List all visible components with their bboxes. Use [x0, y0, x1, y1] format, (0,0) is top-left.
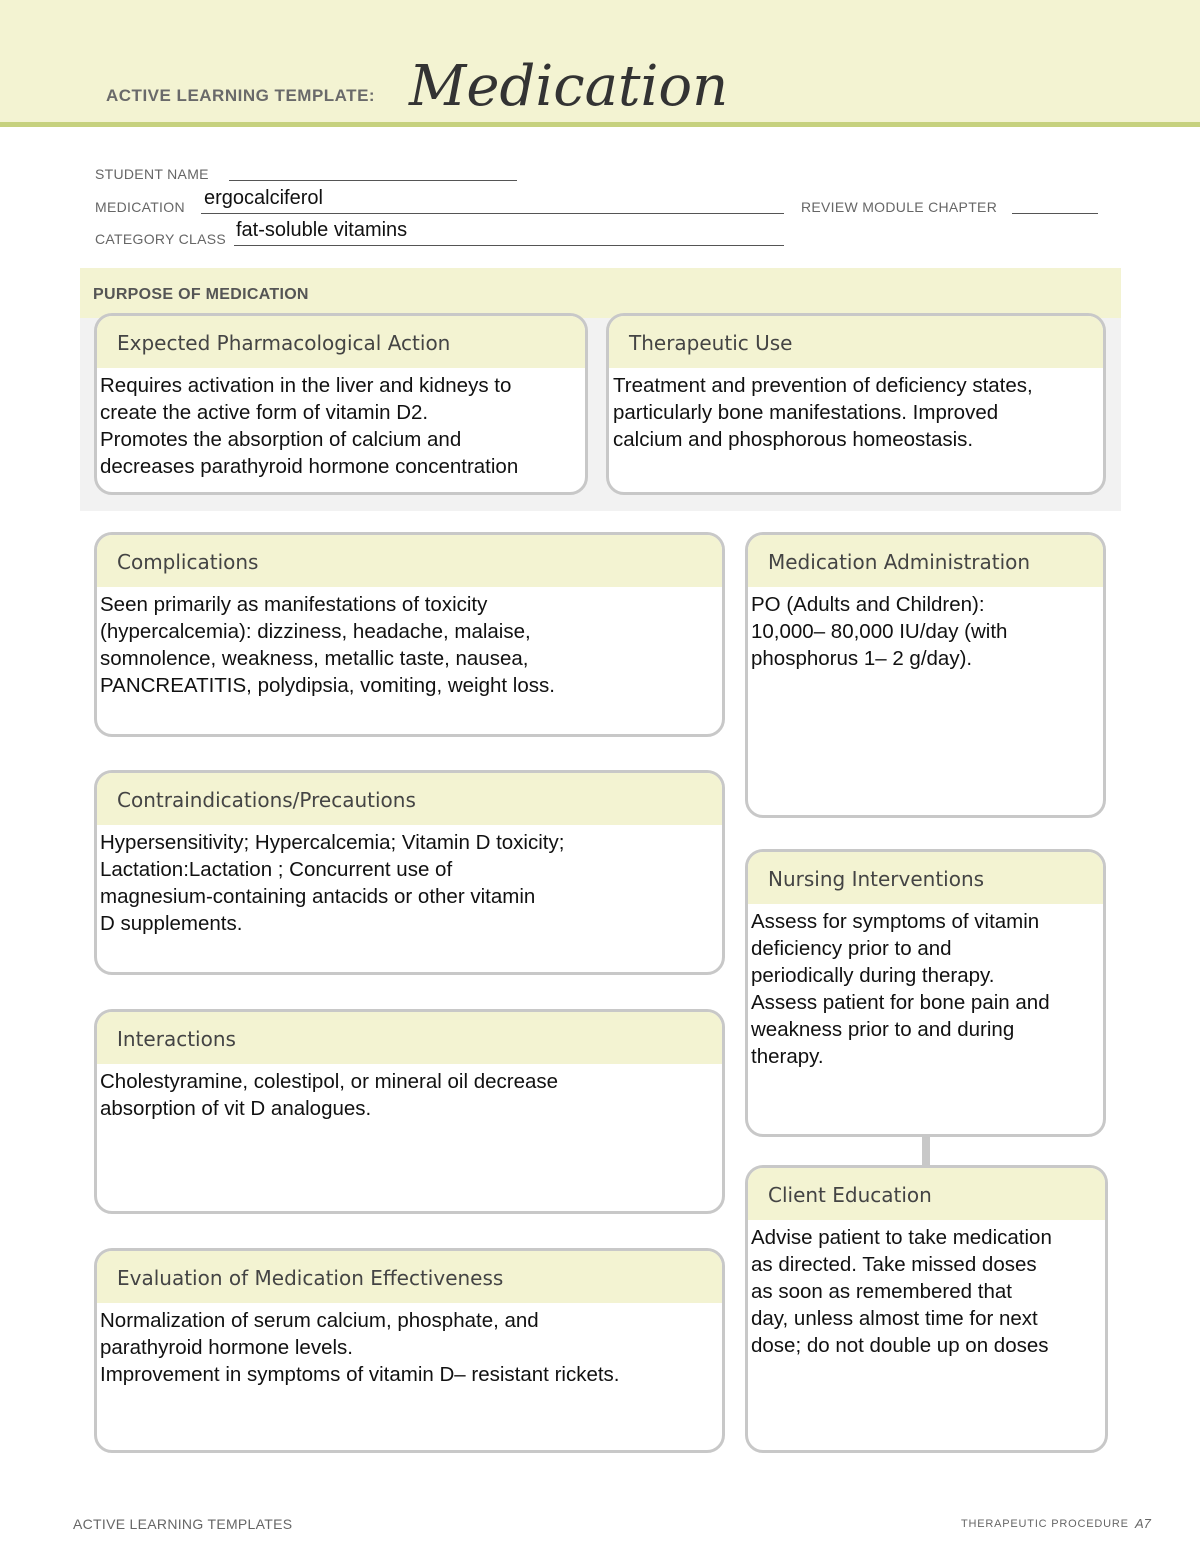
connector-bar	[922, 1136, 930, 1166]
category-class-field[interactable]: fat-soluble vitamins	[236, 219, 408, 241]
evaluation-title: Evaluation of Medication Effectiveness	[97, 1251, 722, 1303]
nursing-box	[745, 849, 1106, 1137]
medication-line	[201, 213, 784, 214]
client-education-title: Client Education	[748, 1168, 1105, 1220]
template-label: ACTIVE LEARNING TEMPLATE:	[106, 86, 376, 105]
student-name-label: STUDENT NAME	[95, 166, 209, 182]
interactions-title: Interactions	[97, 1012, 722, 1064]
interactions-text[interactable]: Cholestyramine, colestipol, or mineral oil decrease absorption of vit D analogues.	[100, 1070, 559, 1120]
interactions-box	[94, 1009, 725, 1214]
therapeutic-use-text[interactable]: Treatment and prevention of deficiency states, particularly bone manifestations. Improved calcium and phosphorous homeostasis.	[613, 374, 1033, 451]
therapeutic-use-box	[606, 313, 1106, 495]
student-name-line	[229, 180, 517, 181]
client-education-box	[745, 1165, 1108, 1453]
page-title: Medication	[409, 54, 729, 119]
evaluation-box	[94, 1248, 725, 1453]
administration-box	[745, 532, 1106, 818]
contraindications-box	[94, 770, 725, 975]
expected-action-box	[94, 313, 588, 495]
therapeutic-use-title: Therapeutic Use	[609, 316, 1103, 368]
expected-action-title: Expected Pharmacological Action	[97, 316, 585, 368]
contraindications-text[interactable]: Hypersensitivity; Hypercalcemia; Vitamin D toxicity; Lactation:Lactation ; Concurrent use of magnesium-containing antacids or other vitamin D supplements.	[100, 831, 565, 935]
footer-right-label: THERAPEUTIC PROCEDURE	[961, 1518, 1129, 1530]
medication-label: MEDICATION	[95, 199, 185, 215]
administration-title: Medication Administration	[748, 535, 1103, 587]
footer-left-label: ACTIVE LEARNING TEMPLATES	[73, 1516, 293, 1532]
nursing-text[interactable]: Assess for symptoms of vitamin deficiency prior to and periodically during therapy. Assess patient for bone pain and weakness prior to and during therapy.	[751, 910, 1050, 1068]
complications-text[interactable]: Seen primarily as manifestations of toxicity (hypercalcemia): dizziness, headache, malaise, somnolence, weakness, metallic taste, nausea, PANCREATITIS, polydipsia, vomiting, weight loss.	[100, 593, 555, 697]
header-divider	[0, 122, 1200, 127]
category-class-line	[234, 245, 784, 246]
administration-text[interactable]: PO (Adults and Children): 10,000– 80,000 IU/day (with phosphorus 1– 2 g/day).	[751, 593, 1008, 670]
nursing-title: Nursing Interventions	[748, 852, 1103, 904]
evaluation-text[interactable]: Normalization of serum calcium, phosphate, and parathyroid hormone levels. Improvement in symptoms of vitamin D– resistant rickets.	[100, 1309, 620, 1386]
complications-box	[94, 532, 725, 737]
footer-page-number: A7	[1135, 1516, 1151, 1531]
expected-action-text[interactable]: Requires activation in the liver and kidneys to create the active form of vitamin D2. Promotes the absorption of calcium and decreases parathyroid hormone concentration	[100, 374, 519, 478]
purpose-label: PURPOSE OF MEDICATION	[93, 286, 309, 303]
review-module-line	[1012, 213, 1098, 214]
category-class-label: CATEGORY CLASS	[95, 231, 227, 247]
contraindications-title: Contraindications/Precautions	[97, 773, 722, 825]
client-education-text[interactable]: Advise patient to take medication as directed. Take missed doses as soon as remembered that day, unless almost time for next dose; do not double up on doses	[751, 1226, 1052, 1357]
review-module-label: REVIEW MODULE CHAPTER	[801, 199, 998, 215]
medication-field[interactable]: ergocalciferol	[204, 187, 323, 209]
complications-title: Complications	[97, 535, 722, 587]
